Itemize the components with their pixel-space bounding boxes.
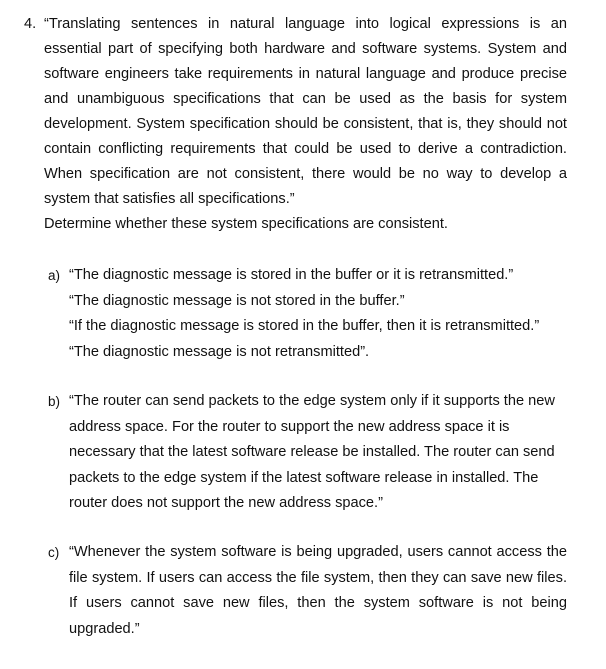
part-a-statement: “If the diagnostic message is stored in the buffer, then it is retransmitted.” bbox=[69, 318, 540, 334]
part-a-label: a) bbox=[48, 268, 61, 283]
part-b-text: “The router can send packets to the edge system only if it supports the new address space. For the router to support the new address space it is necessary that the latest software release be installed. The router can send packets to the edge system if the latest software release in installed. The router does not support the new address space.” bbox=[69, 393, 555, 511]
part-a-statement: “The diagnostic message is not stored in the buffer.” bbox=[69, 292, 405, 309]
part-c-label: c) bbox=[48, 545, 60, 560]
question-instruction: Determine whether these system specifications are consistent. bbox=[44, 216, 448, 232]
question-number: 4. bbox=[24, 16, 37, 32]
part-a-statement: “The diagnostic message is not retransmitted”. bbox=[69, 343, 370, 360]
question-intro: “Translating sentences in natural language into logical expressions is an essential part of specifying both hardware and software systems. System and software engineers take requirements in natural language and produce precise and unambiguous specifications that can be used as the basis for system development. System specification should be consistent, that is, they should not contain conflicting requirements that could be used to derive a contradiction. When specification are not consistent, there would be no way to develop a system that satisfies all specifications.” bbox=[44, 16, 567, 207]
part-b-label: b) bbox=[48, 394, 61, 409]
part-a-statement: “The diagnostic message is stored in the buffer or it is retransmitted.” bbox=[69, 267, 514, 283]
part-c-text: “Whenever the system software is being upgraded, users cannot access the file system. If users can access the file system, then they can save new files. If users cannot save new files, then the system software is not being upgraded.” bbox=[69, 544, 567, 637]
part-a-statements bbox=[69, 263, 567, 365]
